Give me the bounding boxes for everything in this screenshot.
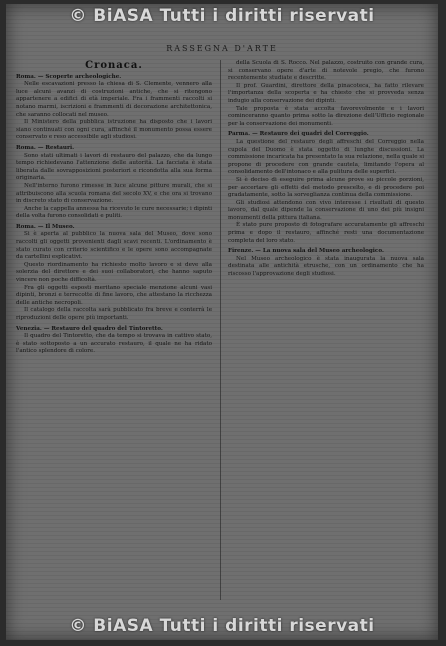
article-paragraph: Nell'interno furono rimesse in luce alcune pitture murali, che si attribuiscono alla scuola romana del secolo XV, e che ora si trovano in discreto stato di conservazione. bbox=[16, 182, 212, 205]
article bbox=[228, 248, 424, 278]
article-paragraph: Nelle escavazioni presso la chiesa di S. Clemente, vennero alla luce alcuni avanzi di costruzioni antiche, che si ritengono appartenere a edifici di età imperiale. Fra i frammenti raccolti si notano marmi, iscrizioni e frammenti di decorazione architettonica, che saranno collocati nel museo. bbox=[16, 81, 212, 118]
article-heading: Roma. — Restauri. bbox=[16, 144, 75, 151]
article-paragraph: Fra gli oggetti esposti meritano speciale menzione alcuni vasi dipinti, bronzi e terrecotte di fine lavoro, che attestano la ricchezza delle antiche necropoli. bbox=[16, 284, 212, 306]
right-column bbox=[228, 60, 424, 600]
copyright-watermark-bottom: © BiASA Tutti i diritti riservati bbox=[69, 616, 375, 636]
article-paragraph: Questo riordinamento ha richiesto molto lavoro e si deve alla solerzia del direttore e dei suoi collaboratori, che hanno saputo vincere non poche difficoltà. bbox=[16, 261, 212, 284]
article-heading: Venezia. — Restauro del quadro del Tintoretto. bbox=[16, 325, 163, 332]
article-heading: Roma. — Il Museo. bbox=[16, 223, 75, 230]
article bbox=[16, 326, 212, 356]
article-heading: Roma. — Scoperte archeologiche. bbox=[16, 73, 122, 80]
newspaper-page bbox=[6, 4, 438, 640]
article-paragraph: Nel Museo archeologico è stata inaugurata la nuova sala destinata alle antichità etrusche, con un ordinamento che ha riscosso l'approvazione degli studiosi. bbox=[228, 255, 424, 278]
article-paragraph: Si è deciso di eseguire prima alcune prove su piccole porzioni, per accertare gli effetti del metodo prescelto, e di procedere poi gradatamente, sotto la sorveglianza continua della commissione. bbox=[228, 176, 424, 199]
article-paragraph: Gli studiosi attendono con vivo interesse i risultati di questo lavoro, dal quale dipende la conservazione di uno dei più insigni monumenti della pittura italiana. bbox=[228, 199, 424, 221]
right-articles bbox=[228, 60, 424, 279]
article-paragraph: della Scuola di S. Rocco. Nel palazzo, costruito con grande cura, si conservano opere d'arte di notevole pregio, che furono recentemente studiate e descritte. bbox=[228, 60, 424, 82]
left-column bbox=[16, 60, 212, 600]
article bbox=[16, 74, 212, 142]
copyright-watermark-top: © BiASA Tutti i diritti riservati bbox=[69, 6, 375, 26]
article bbox=[228, 131, 424, 245]
article bbox=[16, 145, 212, 221]
article-paragraph: Il quadro del Tintoretto, che da tempo si trovava in cattivo stato, è stato sottoposto a un accurato restauro, il quale ne ha ridato l'antico splendore di colore. bbox=[16, 333, 212, 355]
article-paragraph: Si è aperta al pubblico la nuova sala del Museo, dove sono raccolti gli oggetti provenienti dagli scavi recenti. L'ordinamento è stato curato con criterio scientifico e le opere sono accompagnate da cartellini esplicativi. bbox=[16, 231, 212, 261]
article-paragraph: Il Ministero della pubblica istruzione ha disposto che i lavori siano continuati con ogni cura, affinché il monumento possa essere conservato e reso accessibile agli studiosi. bbox=[16, 119, 212, 141]
running-header: RASSEGNA D'ARTE bbox=[166, 44, 278, 53]
column-divider bbox=[220, 60, 221, 600]
article-paragraph: Il prof. Guardini, direttore della pinacoteca, ha fatto rilevare l'importanza della scoperta e ha chiesto che si provveda senza indugio alla conservazione dei dipinti. bbox=[228, 82, 424, 104]
article-heading: Parma. — Restauro dei quadri del Correggio. bbox=[228, 131, 369, 138]
article-paragraph: Sono stati ultimati i lavori di restauro del palazzo, che da lungo tempo richiedevano l'attenzione delle autorità. La facciata è stata liberata dalle sovrapposizioni posteriori e ricondotta alla sua forma originaria. bbox=[16, 152, 212, 182]
article-paragraph: Il catalogo della raccolta sarà pubblicato fra breve e conterrà le riproduzioni delle opere più importanti. bbox=[16, 307, 212, 321]
article-paragraph: Anche la cappella annessa ha ricevuto le cure necessarie; i dipinti della volta furono consolidati e puliti. bbox=[16, 205, 212, 220]
article-paragraph: È stato pure proposto di fotografare accuratamente gli affreschi prima e dopo il restauro, affinché resti una documentazione completa del loro stato. bbox=[228, 222, 424, 244]
left-articles bbox=[16, 74, 212, 356]
article bbox=[228, 60, 424, 128]
section-title: Cronaca. bbox=[85, 60, 143, 71]
article bbox=[16, 224, 212, 323]
article-paragraph: La questione del restauro degli affreschi del Correggio nella cupola del Duomo è stata oggetto di lunghe discussioni. La commissione incaricata ha presentato la sua relazione, nella quale si propone di procedere con grande cautela, limitando l'opera al consolidamento dell'intonaco e alla pulitura delle superfici. bbox=[228, 138, 424, 176]
article-heading: Firenze. — La nuova sala del Museo archeologico. bbox=[228, 248, 384, 255]
article-paragraph: Tale proposta è stata accolta favorevolmente e i lavori cominceranno quanto prima sotto la direzione dell'Ufficio regionale per la conservazione dei monumenti. bbox=[228, 105, 424, 127]
